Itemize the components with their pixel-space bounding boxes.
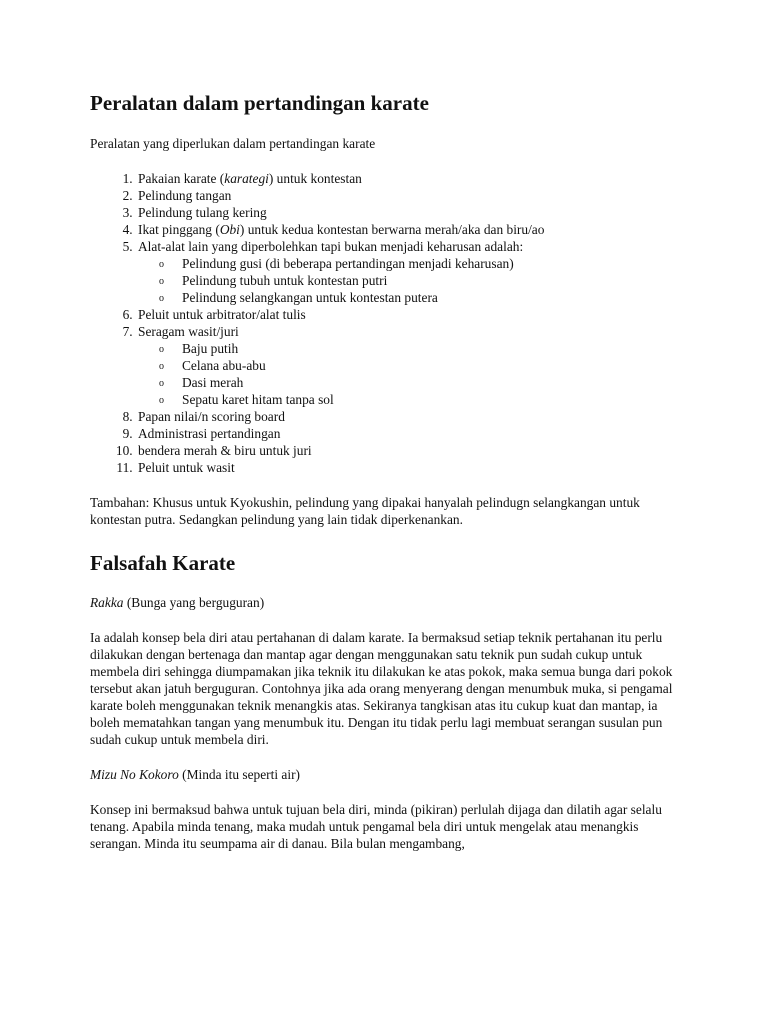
list-item: 11. Peluit untuk wasit xyxy=(136,459,690,476)
sublist-item: o Pelindung tubuh untuk kontestan putri xyxy=(182,272,690,289)
section-title-falsafah: Falsafah Karate xyxy=(90,551,236,575)
list-item: 9. Administrasi pertandingan xyxy=(136,425,690,442)
referee-uniform-sublist xyxy=(138,340,690,408)
mizu-heading xyxy=(90,766,690,783)
intro-paragraph: Peralatan yang diperlukan dalam pertandingan karate xyxy=(90,136,376,151)
optional-equipment-sublist xyxy=(138,255,690,306)
list-item: 6. Peluit untuk arbitrator/alat tulis xyxy=(136,306,690,323)
mizu-paragraph: Konsep ini bermaksud bahwa untuk tujuan bela diri, minda (pikiran) perlulah dijaga dan dilatih agar selalu tenang. Apabila minda tenang, maka mudah untuk pengamal bela diri untuk mengelak atau menangkis serangan. Minda itu seumpama air di danau. Bila bulan mengambang, xyxy=(90,802,662,851)
tambahan-paragraph: Tambahan: Khusus untuk Kyokushin, pelindung yang dipakai hanyalah pelindugn selangkangan untuk kontestan putra. Sedangkan pelindung yang lain tidak diperkenankan. xyxy=(90,495,640,527)
list-item: 5. Alat-alat lain yang diperbolehkan tapi bukan menjadi keharusan adalah: o Pelindung gusi (di beberapa pertandingan menjadi keharusan) o Pelindung tubuh untuk kontestan putri o Pelindung selangkangan untuk kontestan putera xyxy=(136,238,690,306)
list-item: 10. bendera merah & biru untuk juri xyxy=(136,442,690,459)
list-item: 2. Pelindung tangan xyxy=(136,187,690,204)
rakka-term: Rakka xyxy=(90,595,124,610)
mizu-gloss: (Minda itu seperti air) xyxy=(178,767,301,782)
list-item: 1. Pakaian karate (karategi) untuk kontestan xyxy=(136,170,690,187)
sublist-item: o Celana abu-abu xyxy=(182,357,690,374)
list-item: 7. Seragam wasit/juri o Baju putih o Celana abu-abu o Dasi merah o Sepatu karet hitam tanpa sol xyxy=(136,323,690,408)
list-item: 3. Pelindung tulang kering xyxy=(136,204,690,221)
equipment-list xyxy=(90,170,690,476)
sublist-item: o Pelindung gusi (di beberapa pertandingan menjadi keharusan) xyxy=(182,255,690,272)
list-item: 8. Papan nilai/n scoring board xyxy=(136,408,690,425)
document-content xyxy=(90,90,690,852)
list-item: 4. Ikat pinggang (Obi) untuk kedua kontestan berwarna merah/aka dan biru/ao xyxy=(136,221,690,238)
rakka-gloss: (Bunga yang berguguran) xyxy=(123,595,265,610)
rakka-heading xyxy=(90,594,690,611)
sublist-item: o Pelindung selangkangan untuk kontestan putera xyxy=(182,289,690,306)
section-title-peralatan: Peralatan dalam pertandingan karate xyxy=(90,91,429,115)
rakka-paragraph: Ia adalah konsep bela diri atau pertahanan di dalam karate. Ia bermaksud setiap teknik pertahanan itu perlu dilakukan dengan bertenaga dan mantap agar dengan menggunakan satu teknik pun sudah cukup untuk membela diri sehingga diumpamakan jika teknik itu dilakukan ke atas pokok, maka semua bunga dari pokok tersebut akan jatuh berguguran. Contohnya jika ada orang menyerang dengan menumbuk muka, si pengamal karate boleh menggunakan teknik menangkis atas. Sekiranya tangkisan atas itu cukup kuat dan mantap, ia boleh mematahkan tangan yang menumbuk itu. Dengan itu tidak perlu lagi membuat serangan susulan pun sudah cukup untuk membela diri. xyxy=(90,630,673,747)
sublist-item: o Dasi merah xyxy=(182,374,690,391)
sublist-item: o Sepatu karet hitam tanpa sol xyxy=(182,391,690,408)
sublist-item: o Baju putih xyxy=(182,340,690,357)
mizu-term: Mizu No Kokoro xyxy=(90,767,179,782)
